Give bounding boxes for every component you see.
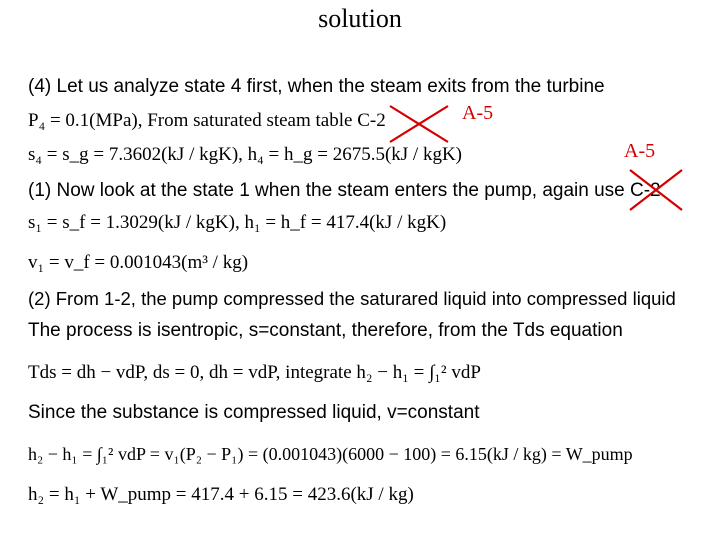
line-isentropic: The process is isentropic, s=constant, therefore, from the Tds equation <box>28 320 623 341</box>
line-state1-intro: (1) Now look at the state 1 when the steam enters the pump, again use C-2 <box>28 180 661 201</box>
strike-x-mark-second <box>628 168 684 212</box>
line-v1: v₁ = v_f = 0.001043(m³ / kg) <box>28 252 249 273</box>
line-pump-compression: (2) From 1-2, the pump compressed the saturared liquid into compressed liquid <box>28 288 676 309</box>
strike-x-mark-first <box>388 104 450 144</box>
line-p4-table: P₄ = 0.1(MPa), From saturated steam table C-2 <box>28 110 386 131</box>
line-state4-intro: (4) Let us analyze state 4 first, when the steam exits from the turbine <box>28 76 605 97</box>
line-s4-h4: s₄ = s_g = 7.3602(kJ / kgK), h₄ = h_g = 2675.5(kJ / kgK) <box>28 144 462 165</box>
line-s1-h1: s₁ = s_f = 1.3029(kJ / kgK), h₁ = h_f = 417.4(kJ / kgK) <box>28 212 447 233</box>
annotation-a5-second: A-5 <box>624 140 656 162</box>
slide-title: solution <box>318 4 402 33</box>
line-h2-result: h₂ = h₁ + W_pump = 417.4 + 6.15 = 423.6(kJ / kg) <box>28 484 414 505</box>
line-tds-equation: Tds = dh − vdP, ds = 0, dh = vdP, integrate h₂ − h₁ = ∫₁² vdP <box>28 362 481 383</box>
line-compressed-liquid: Since the substance is compressed liquid, v=constant <box>28 402 480 423</box>
line-pump-work: h₂ − h₁ = ∫₁² vdP = v₁(P₂ − P₁) = (0.001043)(6000 − 100) = 6.15(kJ / kg) = W_pump <box>28 444 633 464</box>
annotation-a5-first: A-5 <box>462 102 494 124</box>
